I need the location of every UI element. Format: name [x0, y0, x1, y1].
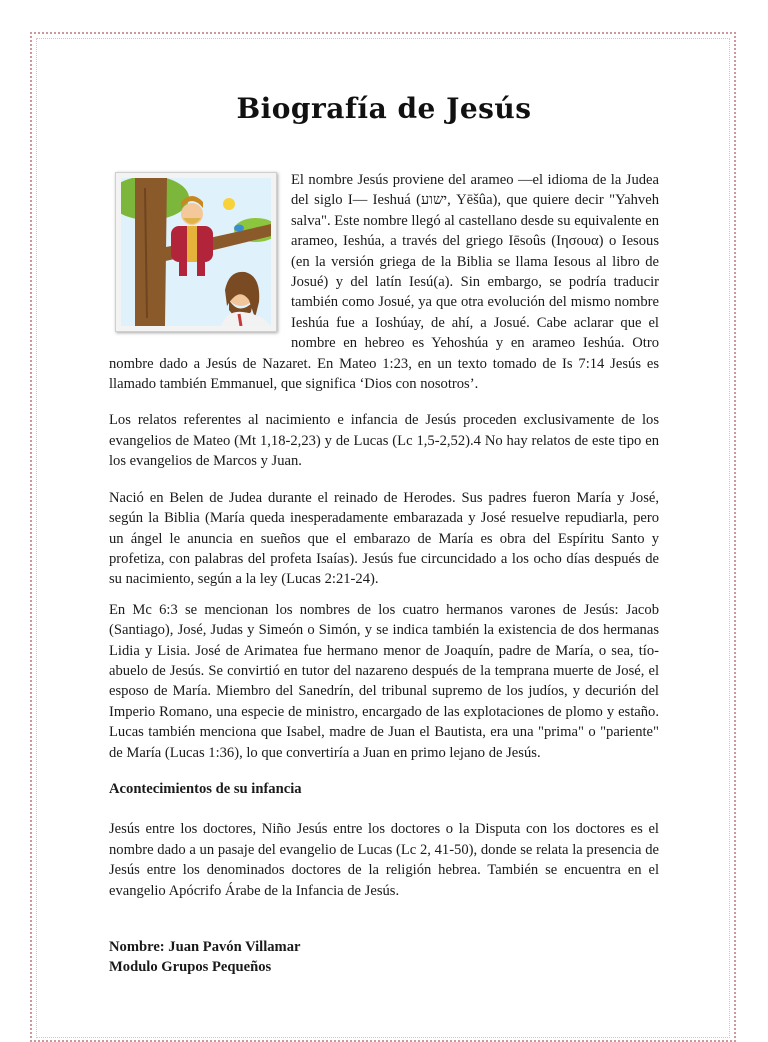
paragraph-doctors: Jesús entre los doctores, Niño Jesús entre los doctores o la Disputa con los doctores es el nombre dado a un pasaje del evangelio de Lucas (Lc 2, 41-50), donde se relata la presencia de Jesús entre los denominados doctores de la religión hebrea. También se encuentra en el evangelio Apócrifo Árabe de la Infancia de Jesús.	[109, 821, 659, 899]
document-body	[109, 170, 659, 977]
section-heading-childhood: Acontecimientos de su infancia	[109, 780, 302, 797]
paragraph-birth: Nació en Belen de Judea durante el reinado de Herodes. Sus padres fueron María y José, según la Biblia (María queda inesperadamente embarazada y José resuelve repudiarla, pero un ángel le anuncia en sueños que el embarazo de María es obra del Espíritu Santo y profetiza, con palabras del profeta Isaías). Jesús fue circuncidado a los ocho días después de su nacimiento, según a la ley (Lucas 2:21-24).	[109, 489, 659, 588]
page-title: Biografía de Jesús	[236, 92, 532, 125]
paragraph-birth-accounts: Los relatos referentes al nacimiento e infancia de Jesús proceden exclusivamente de los evangelios de Mateo (Mt 1,18-2,23) y de Lucas (Lc 1,5-2,52).4 No hay relatos de este tipo en los evangelios de Marcos y Juan.	[109, 412, 659, 470]
module-name: Modulo Grupos Pequeños	[109, 959, 272, 975]
author-footer	[109, 937, 659, 977]
paragraph-name-origin: El nombre Jesús proviene del arameo —el idioma de la Judea del siglo I— Ieshuá (ישוע, Yēšûa), que quiere decir "Yahveh salva". Este nombre llegó al castellano desde su equivalente en arameo, Ieshúa, a través del griego Iēsoûs (Ιησουα) o Iesous (en la versión griega de la Biblia se llama Iesous al libro de Josué) y del latín Iesú(a). Sin embargo, se podría traducir también como Josué, ya que otra evolución del mismo nombre Ieshúa fue a Ioshúay, de ahí, a Josué. Cabe aclarar que el nombre en hebreo es Yehoshúa y en arameo Ieshúa. Otro nombre dado a Jesús de Nazaret. En Mateo 1:23, en un texto tomado de Is 7:14 Jesús es llamado también Emmanuel, que significa ‘Dios con nosotros’.	[109, 172, 659, 393]
paragraph-siblings: En Mc 6:3 se mencionan los nombres de los cuatro hermanos varones de Jesús: Jacob (Santiago), José, Judas y Simeón o Simón, y se indica también la existencia de dos hermanas Lidia y Lisia. José de Arimatea fue hermano menor de Joaquín, padre de María, o sea, tío-abuelo de Jesús. Se convirtió en tutor del nazareno después de la temprana muerte de José, el esposo de María. Miembro del Sanedrín, del tribunal supremo de los judíos, y decurión del Imperio Romano, una especie de ministro, encargado de las explotaciones de plomo y estaño. Lucas también menciona que Isabel, madre de Juan el Bautista, era una "prima" o "pariente" de María (Lucas 1:36), lo que convertiría a Juan en primo lejano de Jesús.	[109, 601, 659, 761]
zacchaeus-illustration	[115, 172, 277, 332]
author-name: Nombre: Juan Pavón Villamar	[109, 939, 301, 955]
